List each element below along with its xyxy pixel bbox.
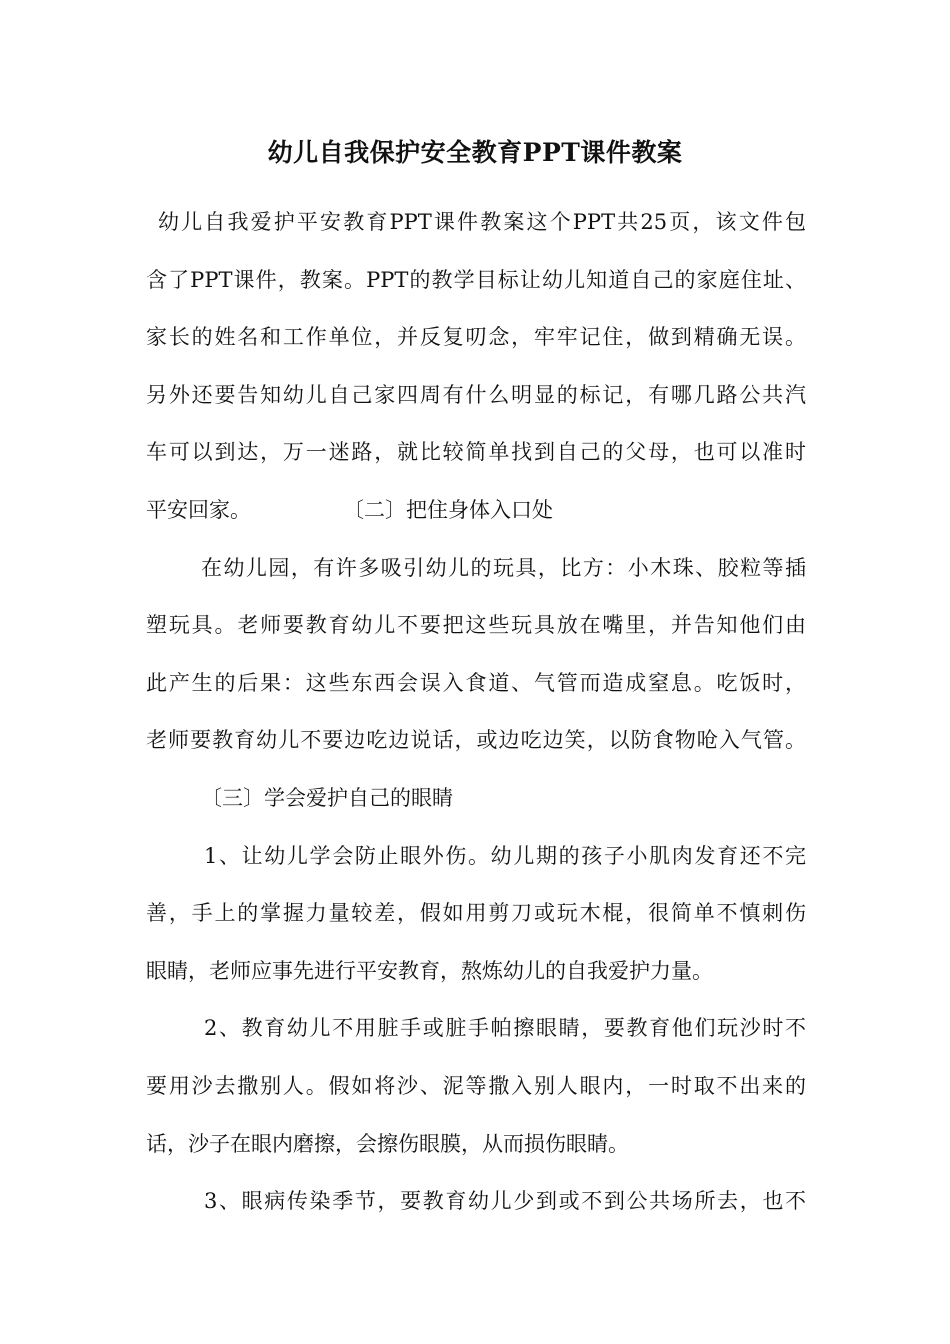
paragraph-line: 1、让幼儿学会防止眼外伤。幼儿期的孩子小肌肉发育还不完 <box>204 843 806 868</box>
document-title: 幼儿自我保护安全教育PPT课件教案 <box>267 138 683 167</box>
paragraph-line: 含了PPT课件，教案。PPT的教学目标让幼儿知道自己的家庭住址、 <box>146 267 806 292</box>
paragraph-line-text: 平安回家。 <box>146 497 251 522</box>
paragraph-line: 此产生的后果：这些东西会误入食道、气管而造成窒息。吃饭时， <box>146 670 806 695</box>
paragraph-line: 在幼儿园，有许多吸引幼儿的玩具，比方：小木珠、胶粒等插 <box>201 555 806 580</box>
paragraph-line: 车可以到达，万一迷路，就比较简单找到自己的父母，也可以准时 <box>146 440 806 465</box>
paragraph-line: 眼睛，老师应事先进行平安教育，熬炼幼儿的自我爱护力量。 <box>146 958 713 983</box>
paragraph-line: 要用沙去撒别人。假如将沙、泥等撒入别人眼内，一时取不出来的 <box>146 1073 806 1098</box>
section-heading: 〔二〕把住身体入口处 <box>343 497 553 522</box>
section-heading: 〔三〕学会爱护自己的眼睛 <box>201 785 453 810</box>
paragraph-line: 2、教育幼儿不用脏手或脏手帕擦眼睛，要教育他们玩沙时不 <box>204 1016 806 1041</box>
paragraph-line: 话，沙子在眼内磨擦，会擦伤眼膜，从而损伤眼睛。 <box>146 1131 629 1156</box>
paragraph-line: 3、眼病传染季节，要教育幼儿少到或不到公共场所去，也不 <box>204 1189 806 1214</box>
paragraph-line <box>146 488 806 546</box>
document-body <box>146 200 806 1237</box>
paragraph-line: 塑玩具。老师要教育幼儿不要把这些玩具放在嘴里，并告知他们由 <box>146 613 806 638</box>
paragraph-line: 老师要教育幼儿不要边吃边说话，或边吃边笑，以防食物呛入气管。 <box>146 728 806 753</box>
paragraph-line: 幼儿自我爱护平安教育PPT课件教案这个PPT共25页，该文件包 <box>158 210 806 234</box>
paragraph-line: 家长的姓名和工作单位，并反复叨念，牢牢记住，做到精确无误。 <box>146 325 806 350</box>
paragraph-line: 另外还要告知幼儿自己家四周有什么明显的标记，有哪几路公共汽 <box>146 382 806 407</box>
paragraph-line: 善，手上的掌握力量较差，假如用剪刀或玩木棍，很简单不慎刺伤 <box>146 901 806 926</box>
